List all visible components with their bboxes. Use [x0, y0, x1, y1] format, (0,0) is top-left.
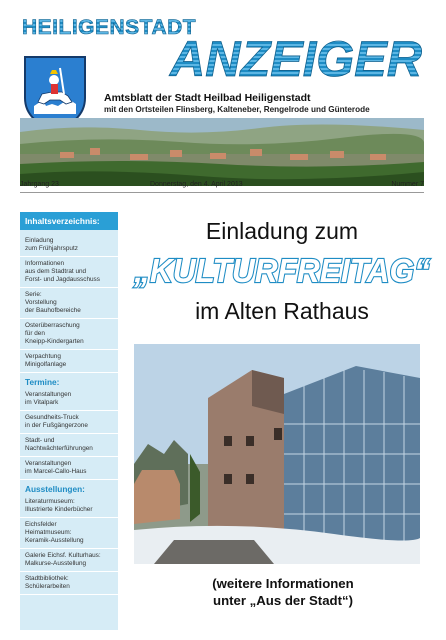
toc-item[interactable]: Informationen aus dem Stadtrat und Forst- und Jagdausschuss [20, 257, 118, 288]
toc-item[interactable]: Osterüberraschung für den Kneipp-Kindergarten [20, 319, 118, 350]
dates-heading: Termine: [25, 377, 60, 387]
toc-item[interactable]: Stadt- und Nachtwächterführungen [20, 434, 118, 457]
toc-item[interactable]: Literaturmuseum: Illustrierte Kinderbücher [20, 495, 118, 518]
town-panorama-image [20, 118, 424, 186]
article-title-line2: im Alten Rathaus [195, 298, 369, 324]
toc-item[interactable]: Einladung zum Frühjahrsputz [20, 234, 118, 257]
issue-info-bar [20, 180, 424, 193]
issue-date: Donnerstag, den 4. April 2013 [150, 181, 243, 188]
toc-item[interactable]: Gesundheits-Truck in der Fußgängerzone [20, 411, 118, 434]
wordmark-top: HEILIGENSTADT [22, 16, 197, 39]
contents-heading: Inhaltsverzeichnis: [20, 212, 118, 230]
article-caption [140, 575, 426, 609]
kulturfreitag-text: „KULTURFREITAG“ [133, 252, 431, 289]
masthead-subtitle: Amtsblatt der Stadt Heilbad Heiligenstadt [104, 92, 311, 104]
toc-item[interactable]: Veranstaltungen im Vitalpark [20, 388, 118, 411]
toc-item[interactable]: Serie: Vorstellung der Bauhofbereiche [20, 288, 118, 319]
wordmark-main: ANZEIGER [168, 31, 422, 80]
caption-line1: (weitere Informationen [212, 576, 354, 591]
toc-item[interactable]: Eichsfelder Heimatmuseum: Keramik-Ausstellung [20, 518, 118, 549]
toc-item[interactable]: Veranstaltungen im Marcel-Callo-Haus [20, 457, 118, 480]
toc-item[interactable]: Stadtbibliothek: Schülerarbeiten [20, 572, 118, 595]
masthead [20, 14, 424, 174]
issue-number: Nummer 7 [391, 181, 424, 188]
article-title-line1: Einladung zum [205, 218, 359, 244]
article-title-highlight [126, 248, 438, 292]
toc-item[interactable]: Verpachtung Minigolfanlage [20, 350, 118, 373]
table-of-contents-sidebar [20, 212, 118, 630]
toc-item[interactable]: Galerie Eichsf. Kulturhaus: Malkurse-Ausstellung [20, 549, 118, 572]
caption-line2: unter „Aus der Stadt“) [213, 593, 353, 608]
issue-volume: Jahrgang 23 [20, 181, 59, 188]
old-town-hall-photo [134, 344, 420, 564]
masthead-subtitle-districts: mit den Ortsteilen Flinsberg, Kalteneber, Rengelrode und Günterode [104, 105, 370, 114]
exhibitions-heading: Ausstellungen: [25, 484, 85, 494]
